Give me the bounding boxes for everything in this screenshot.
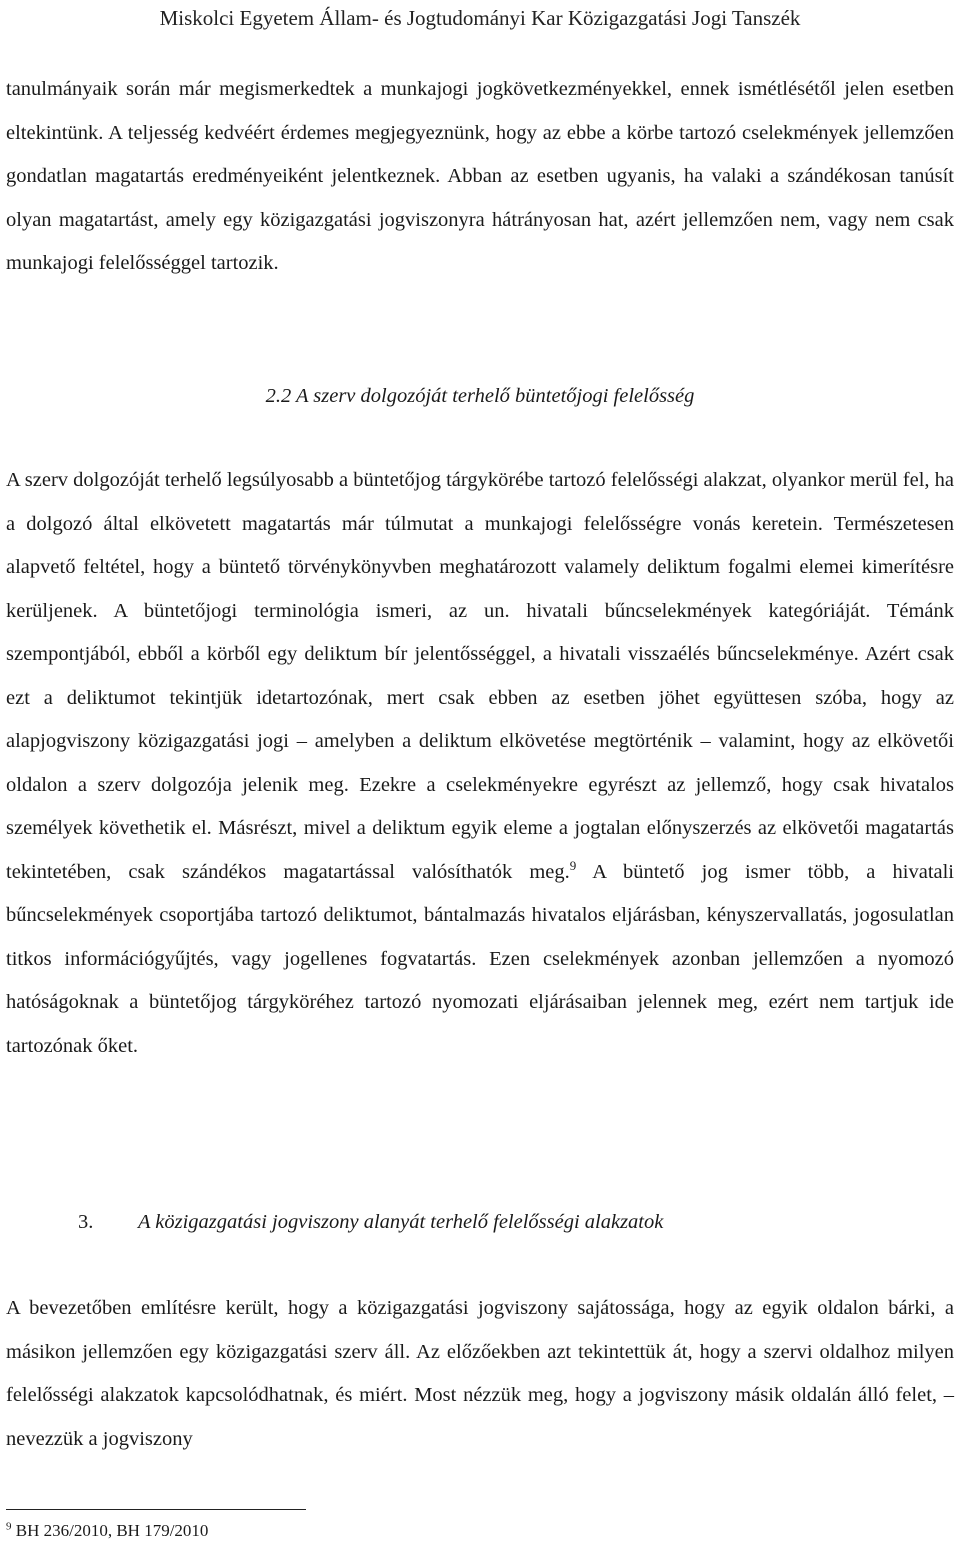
section-number: 3. [78,1211,94,1233]
footnote [6,1520,208,1542]
footnote-number: 9 [6,1520,12,1533]
section-title: A közigazgatási jogviszony alanyát terhelő felelősségi alakzatok [138,1211,664,1233]
section-heading-3 [78,1208,878,1236]
paragraph-text: A szerv dolgozóját terhelő legsúlyosabb a büntetőjog tárgykörébe tartozó felelősségi alakzat, olyankor merül fel, ha a dolgozó által elkövetett magatartás már túlmutat a munkajogi felelősségre vonás keretein. Természetesen alapvető feltétel, hogy a büntető törvénykönyvben meghatározott valamely deliktum fogalmi elemei kimerítésre kerüljenek. A büntetőjogi terminológia ismeri, az un. hivatali bűncselekmények kategóriáját. Témánk szempontjából, ebből a körből egy deliktum bír jelentősséggel, a hivatali visszaélés bűncselekménye. Azért csak ezt a deliktumot tekintjük idetartozónak, mert csak ebben az esetben jöhet együttesen szóba, hogy az alapjogviszony közigazgatási jogi – amelyben a deliktum elkövetése megtörténik – valamint, hogy az elkövetői oldalon a szerv dolgozója jelenik meg. Ezekre a cselekményekre egyrészt az jellemző, hogy csak hivatalos személyek követhetik el. Másrészt, mivel a deliktum egyik eleme a jogtalan előnyszerzés az elkövetői magatartás tekintetében, csak szándékos magatartással valósíthatók meg. [6,469,955,883]
body-paragraph: tanulmányaik során már megismerkedtek a munkajogi jogkövetkezményekkel, ennek ismétlésétől jelen esetben eltekintünk. A teljesség kedvéért érdemes megjegyeznünk, hogy az ebbe a körbe tartozó cselekmények jellemzően gondatlan magatartás eredményeiként jelentkeznek. Abban az esetben ugyanis, ha valaki a szándékosan tanúsít olyan magatartást, amely egy közigazgatási jogviszonyra hátrányosan hat, azért jellemzően nem, vagy nem csak munkajogi felelősséggel tartozik. [6,78,954,274]
body-paragraph: A bevezetőben említésre került, hogy a közigazgatási jogviszony sajátossága, hogy az egyik oldalon bárki, a másikon jellemzően egy közigazgatási szerv áll. Az előzőekben azt tekintettük át, hogy a szervi oldalhoz milyen felelősségi alakzatok kapcsolódhatnak, és miért. Most nézzük meg, hogy a jogviszony másik oldalán álló felet, – nevezzük a jogviszony [6,1297,954,1450]
footnote-text: BH 236/2010, BH 179/2010 [11,1521,209,1540]
running-header: Miskolci Egyetem Állam- és Jogtudományi Kar Közigazgatási Jogi Tanszék [159,6,801,30]
footnote-reference[interactable]: 9 [569,857,577,873]
paragraph-text: A büntető jog ismer több, a hivatali bűncselekmények csoportjába tartozó deliktumot, bántalmazás hivatalos eljárásban, kényszervallatás, jogosulatlan titkos információgyűjtés, vagy jogellenes fogvatartás. Ezen cselekmények azonban jellemzően a nyomozó hatóságoknak a büntetőjog tárgyköréhez tartozó nyomozati eljárásaiban jelennek meg, ezért nem tartjuk ide tartozónak őket. [6,860,955,1057]
section-heading-2-2: 2.2 A szerv dolgozóját terhelő büntetőjogi felelősség [265,385,695,407]
footnote-divider [6,1509,306,1510]
body-paragraph [6,459,954,1068]
